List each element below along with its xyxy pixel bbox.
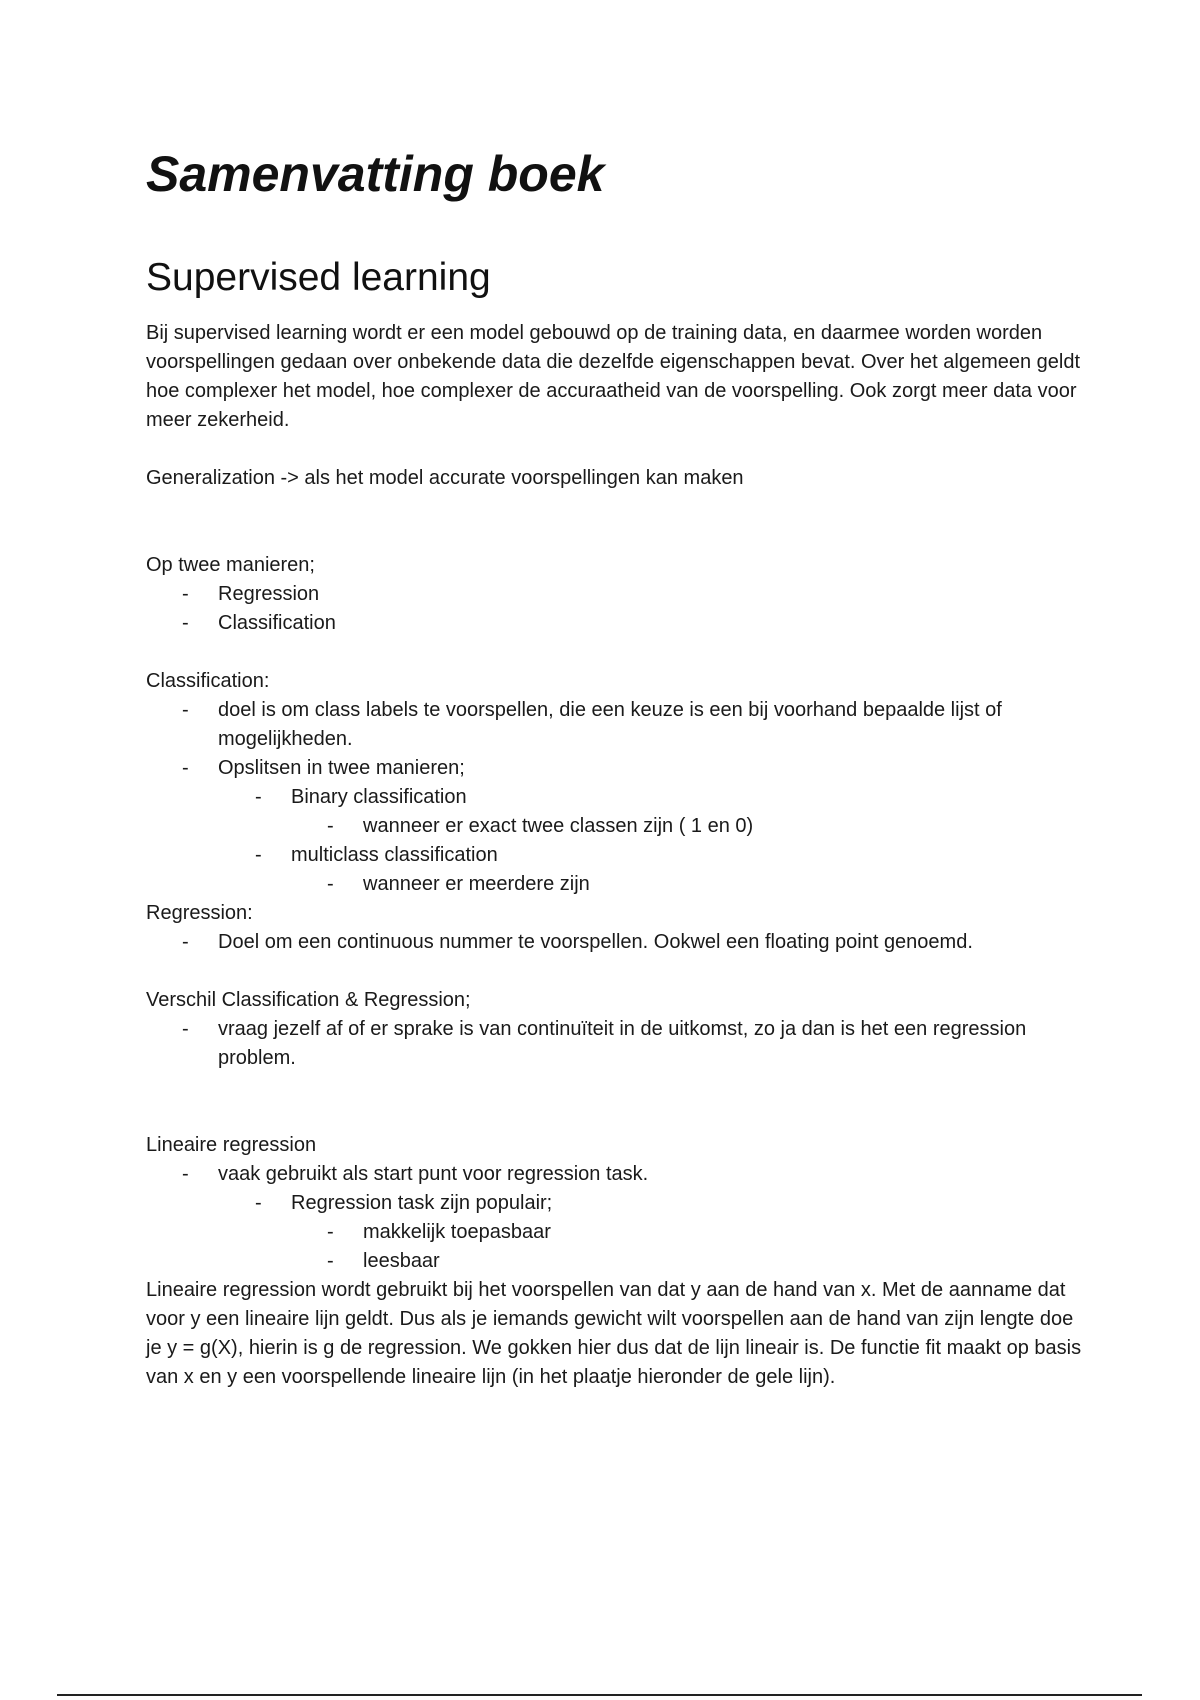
list-bullet: - — [182, 699, 189, 721]
list-item — [146, 928, 1086, 957]
classification-label: Classification: — [146, 670, 270, 692]
list-bullet: - — [327, 1250, 334, 1272]
list-item — [146, 1218, 1086, 1247]
linear-regression-label: Lineaire regression — [146, 1134, 317, 1156]
spacer — [146, 957, 1086, 986]
section-heading: Supervised learning — [146, 256, 491, 299]
list-item — [146, 1160, 1086, 1189]
list-bullet: - — [182, 1018, 189, 1040]
spacer — [146, 638, 1086, 667]
list-item — [146, 754, 1086, 783]
list-item-text: Classification — [218, 612, 336, 634]
list-bullet: - — [255, 844, 262, 866]
list-bullet: - — [182, 1163, 189, 1185]
list-bullet: - — [255, 786, 262, 808]
list-item — [146, 841, 1086, 870]
list-bullet: - — [182, 583, 189, 605]
linear-regression-paragraph: Lineaire regression wordt gebruikt bij het voorspellen van dat y aan de hand van x. Met de aanname dat voor y een lineaire lijn geldt. Dus als je iemands gewicht wilt voorspellen aan de hand van zijn lengte doe je y = g(X), hierin is g de regression. We gokken hier dus dat de lijn lineair is. De functie fit maakt op basis van x en y een voorspellende lineaire lijn (in het plaatje hieronder de gele lijn). — [146, 1279, 1082, 1388]
list-item-text: doel is om class labels te voorspellen, die een keuze is een bij voorhand bepaalde lijst of mogelijkheden. — [218, 699, 1002, 750]
difference-label: Verschil Classification & Regression; — [146, 989, 471, 1011]
list-item — [146, 1189, 1086, 1218]
list-item — [146, 580, 1086, 609]
list-bullet: - — [327, 815, 334, 837]
ways-label: Op twee manieren; — [146, 554, 315, 576]
generalization-line: Generalization -> als het model accurate voorspellingen kan maken — [146, 467, 744, 489]
list-item-text: vraag jezelf af of er sprake is van continuïteit in de uitkomst, zo ja dan is het een regression problem. — [218, 1018, 1027, 1069]
regression-label: Regression: — [146, 902, 253, 924]
list-bullet: - — [182, 612, 189, 634]
list-item-text: wanneer er meerdere zijn — [363, 873, 590, 895]
list-item-text: Doel om een continuous nummer te voorspellen. Ookwel een floating point genoemd. — [218, 931, 973, 953]
list-item-text: vaak gebruikt als start punt voor regression task. — [218, 1163, 649, 1185]
list-bullet: - — [255, 1192, 262, 1214]
list-bullet: - — [327, 873, 334, 895]
footer-divider — [57, 1694, 1142, 1696]
list-item — [146, 812, 1086, 841]
list-item — [146, 1247, 1086, 1276]
list-item-text: leesbaar — [363, 1250, 440, 1272]
list-item — [146, 783, 1086, 812]
document-title: Samenvatting boek — [146, 146, 605, 202]
document-body — [146, 319, 1086, 1392]
list-item-text: makkelijk toepasbaar — [363, 1221, 551, 1243]
list-item-text: wanneer er exact twee classen zijn ( 1 en 0) — [363, 815, 754, 837]
list-item-text: multiclass classification — [291, 844, 498, 866]
spacer — [146, 1073, 1086, 1131]
list-item-text: Opslitsen in twee manieren; — [218, 757, 465, 779]
list-item-text: Binary classification — [291, 786, 467, 808]
list-item — [146, 1015, 1086, 1073]
list-bullet: - — [327, 1221, 334, 1243]
list-bullet: - — [182, 931, 189, 953]
list-item-text: Regression — [218, 583, 320, 605]
list-item — [146, 696, 1086, 754]
list-item — [146, 609, 1086, 638]
spacer — [146, 493, 1086, 551]
list-item — [146, 870, 1086, 899]
list-item-text: Regression task zijn populair; — [291, 1192, 553, 1214]
list-bullet: - — [182, 757, 189, 779]
intro-paragraph: Bij supervised learning wordt er een model gebouwd op de training data, en daarmee worden worden voorspellingen gedaan over onbekende data die dezelfde eigenschappen bevat. Over het algemeen geldt hoe complexer het model, hoe complexer de accuraatheid van de voorspelling. Ook zorgt meer data voor meer zekerheid. — [146, 322, 1081, 431]
spacer — [146, 435, 1086, 464]
